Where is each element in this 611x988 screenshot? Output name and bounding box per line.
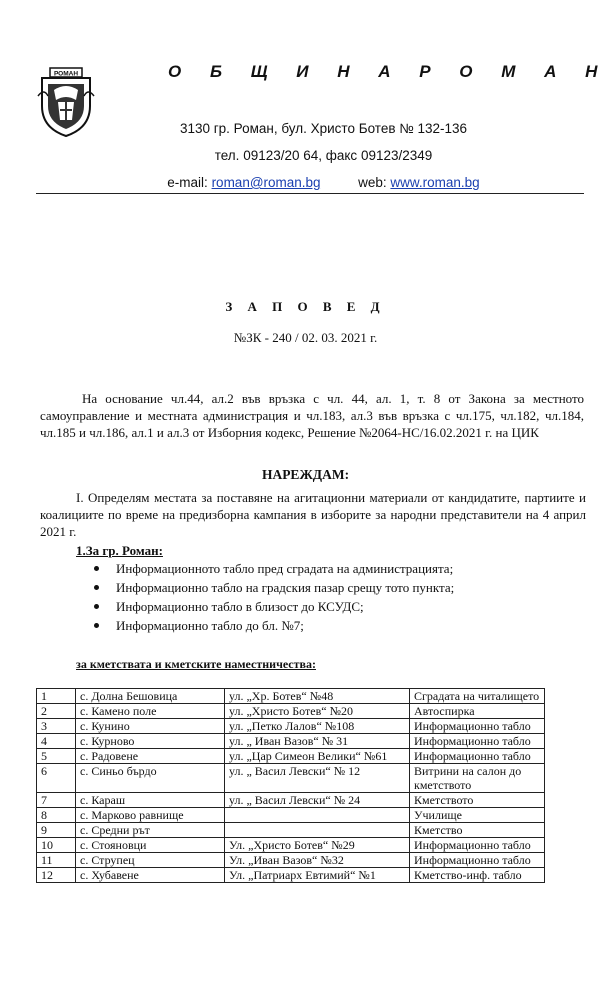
row-place: с. Камено поле	[76, 704, 225, 719]
list-item-text: Информационно табло в близост до КСУДС;	[116, 599, 364, 614]
row-location: Информационно табло	[410, 853, 545, 868]
table-row	[37, 823, 545, 838]
row-place: с. Хубавене	[76, 868, 225, 883]
row-number: 7	[37, 793, 76, 808]
row-place: с. Курново	[76, 734, 225, 749]
list-item-text: Информационно табло до бл. №7;	[116, 618, 304, 633]
row-number: 2	[37, 704, 76, 719]
places-table	[36, 688, 545, 883]
row-location: Кметството	[410, 793, 545, 808]
table-row	[37, 764, 545, 793]
bullet-icon	[94, 566, 99, 571]
row-location: Витрини на салон до кметството	[410, 764, 545, 793]
row-address	[225, 823, 410, 838]
table-row	[37, 793, 545, 808]
row-number: 11	[37, 853, 76, 868]
row-address: ул. „Цар Симеон Велики“ №61	[225, 749, 410, 764]
row-place: с. Радовене	[76, 749, 225, 764]
row-number: 6	[37, 764, 76, 793]
row-location: Информационно табло	[410, 749, 545, 764]
table-row	[37, 808, 545, 823]
row-number: 12	[37, 868, 76, 883]
section-2-title: за кметствата и кметските наместничества:	[76, 657, 316, 671]
web-label: web:	[358, 175, 387, 190]
table-row	[37, 734, 545, 749]
row-location: Кметство-инф. табло	[410, 868, 545, 883]
row-number: 1	[37, 689, 76, 704]
row-number: 5	[37, 749, 76, 764]
row-number: 4	[37, 734, 76, 749]
municipality-address: 3130 гр. Роман, бул. Христо Ботев № 132-136	[179, 121, 468, 136]
row-number: 3	[37, 719, 76, 734]
row-address: ул. „ Васил Левски“ № 12	[225, 764, 410, 793]
section-1-title: 1.За гр. Роман:	[76, 543, 163, 558]
row-place: с. Струпец	[76, 853, 225, 868]
crest-text: РОМАН	[53, 70, 79, 78]
row-address: ул. „ Васил Левски“ № 24	[225, 793, 410, 808]
header-divider	[36, 193, 584, 194]
table-row	[37, 719, 545, 734]
ordain-heading: НАРЕЖДАМ:	[261, 467, 350, 482]
document-number: №ЗК - 240 / 02. 03. 2021 г.	[233, 330, 378, 345]
row-number: 8	[37, 808, 76, 823]
row-place: с. Средни рът	[76, 823, 225, 838]
row-location: Сградата на читалището	[410, 689, 545, 704]
municipality-phones: тел. 09123/20 64, факс 09123/2349	[214, 148, 433, 163]
row-location: Кметство	[410, 823, 545, 838]
list-item	[90, 616, 454, 635]
legal-basis-paragraph: На основание чл.44, ал.2 във връзка с чл. 44, ал. 1, т. 8 от Закона за местното самоуправление и местната администрация и чл.183, ал.3 във връзка с чл.175, чл.182, чл.184, чл.185 и чл.186, ал.1 и ал.3 от Изборния кодекс, Решение №2064-НС/16.02.2021 г. на ЦИК	[40, 391, 584, 440]
table-row	[37, 853, 545, 868]
list-item	[90, 559, 454, 578]
table-row	[37, 749, 545, 764]
row-address: ул. „Петко Лалов“ №108	[225, 719, 410, 734]
row-number: 9	[37, 823, 76, 838]
row-address	[225, 808, 410, 823]
row-place: с. Долна Бешовица	[76, 689, 225, 704]
web-link[interactable]: www.roman.bg	[390, 175, 480, 190]
row-location: Информационно табло	[410, 838, 545, 853]
row-place: с. Стояновци	[76, 838, 225, 853]
row-address: Ул. „Патриарх Евтимий“ №1	[225, 868, 410, 883]
bullet-icon	[94, 604, 99, 609]
row-location: Училище	[410, 808, 545, 823]
list-item	[90, 597, 454, 616]
table-row	[37, 868, 545, 883]
email-link[interactable]: roman@roman.bg	[211, 175, 321, 190]
email-label: e-mail:	[167, 175, 208, 190]
table-row	[37, 838, 545, 853]
municipality-contacts	[18, 175, 611, 190]
row-location: Информационно табло	[410, 719, 545, 734]
row-address: Ул. „Иван Вазов“ №32	[225, 853, 410, 868]
municipality-name: О Б Щ И Н А Р О М А Н	[168, 62, 610, 81]
row-place: с. Синьо бърдо	[76, 764, 225, 793]
row-place: с. Кунино	[76, 719, 225, 734]
row-address: ул. „ Иван Вазов“ № 31	[225, 734, 410, 749]
list-item-text: Информационно табло на градския пазар срещу тото пункта;	[116, 580, 455, 595]
bullet-icon	[94, 585, 99, 590]
row-place: с. Марково равнище	[76, 808, 225, 823]
table-row	[37, 689, 545, 704]
table-row	[37, 704, 545, 719]
list-item-text: Информационното табло пред сградата на администрацията;	[116, 561, 454, 576]
row-address: ул. „Хр. Ботев“ №48	[225, 689, 410, 704]
row-location: Автоспирка	[410, 704, 545, 719]
list-item	[90, 578, 454, 597]
row-location: Информационно табло	[410, 734, 545, 749]
row-place: с. Караш	[76, 793, 225, 808]
row-address: ул. „Христо Ботев“ №20	[225, 704, 410, 719]
section-1-list	[90, 559, 454, 635]
row-address: Ул. „Христо Ботев“ №29	[225, 838, 410, 853]
bullet-icon	[94, 623, 99, 628]
document-title: З А П О В Е Д	[225, 299, 386, 314]
row-number: 10	[37, 838, 76, 853]
paragraph-1: I. Определям местата за поставяне на агитационни материали от кандидатите, партиите и коалициите по време на предизборна кампания в изборите за народни представители на 4 април 2021 г.	[40, 490, 586, 539]
